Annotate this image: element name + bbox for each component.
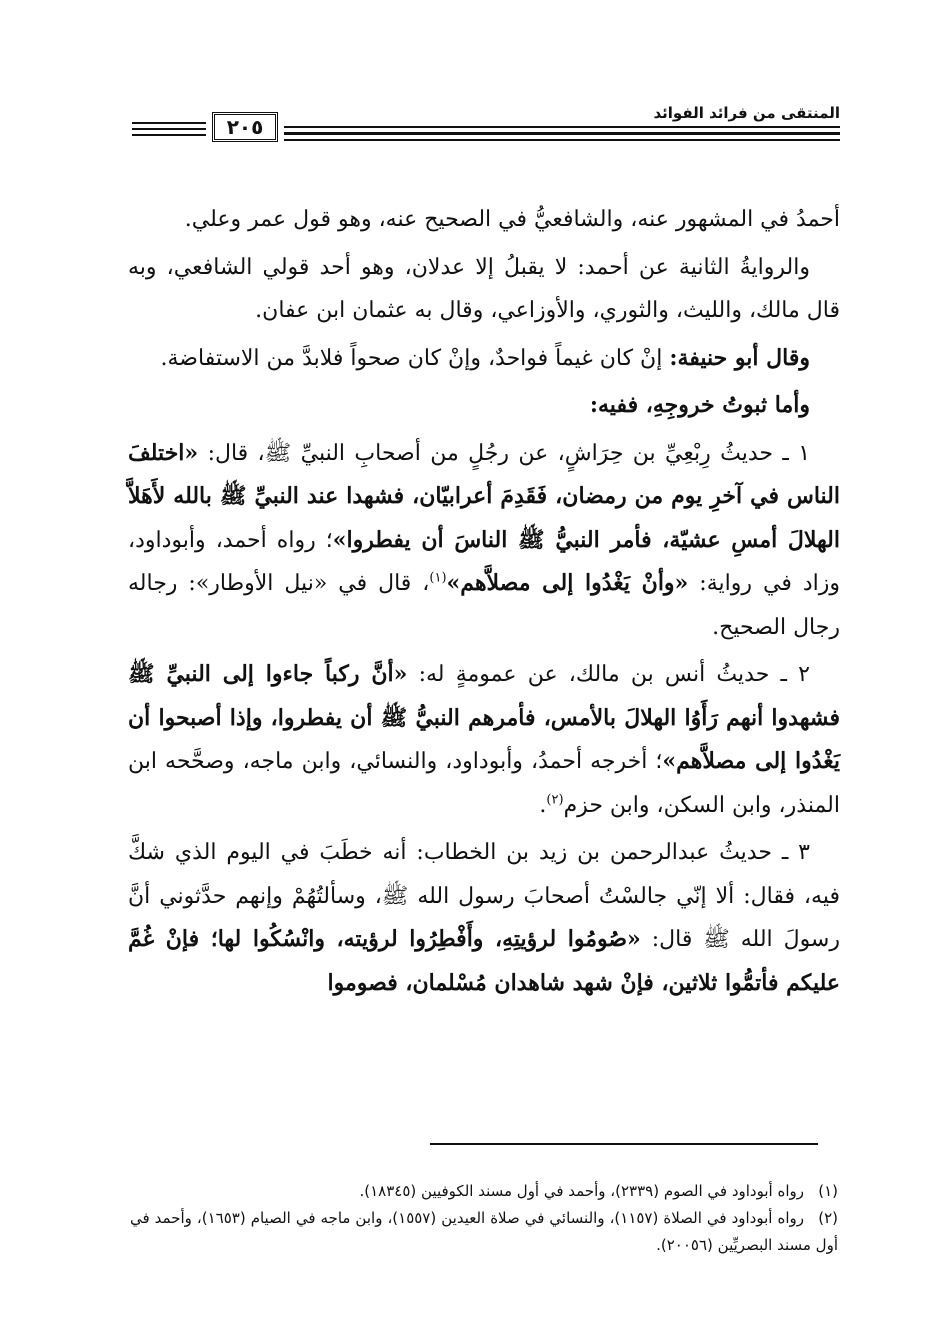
hadith-2 [128, 653, 840, 827]
hadith-1-intro: ١ ـ حديثُ رِبْعِيِّ بن حِرَاشٍ، عن رجُلٍ من أصحابِ النبيِّ ﷺ، قال: [207, 440, 811, 466]
page-number-box [212, 112, 278, 142]
hadith-3 [128, 831, 840, 1005]
footnote-2-text: رواه أبوداود في الصلاة (١١٥٧)، والنسائي في صلاة العيدين (١٥٥٧)، وابن ماجه في الصيام (١٦٥٣)، وأحمد في أول مسند البصريِّين (٢٠٠٥٦). [130, 1209, 838, 1254]
hadith-1-quote-2: «وأنْ يَغْدُوا إلى مصلاَّهم» [446, 570, 689, 596]
header-title: المنتقى من فرائد الفوائد [653, 104, 840, 122]
paragraph-3 [128, 337, 840, 381]
hadith-3-intro: ٣ ـ حديثُ عبدالرحمن بن زيد بن الخطاب: أنه خطَبَ في اليوم الذي شكَّ فيه، فقال: ألا إنّي جالسْتُ أصحابَ رسول الله ﷺ، وسألتُهُمْ وإنهم حدَّثوني أنَّ رسولَ الله ﷺ قال: [128, 840, 840, 952]
header-rule-left-1 [132, 122, 206, 124]
hadith-1 [128, 432, 840, 650]
header-rule-right-3 [284, 139, 840, 141]
hadith-2-intro: ٢ ـ حديثُ أنس بن مالك، عن عمومةٍ له: [407, 662, 810, 687]
hadith-3-quote: «صُومُوا لرؤيتِهِ، وأَفْطِرُوا لرؤيته، وانْسُكُوا لها؛ فإنْ غُمَّ عليكم فأتمُّوا ثلاثين، فإنْ شهد شاهدان مُسْلمان، فصوموا [128, 926, 840, 996]
paragraph-2: والروايةُ الثانية عن أحمد: لا يقبلُ إلا عدلان، وهو أحد قولي الشافعي، وبه قال مالك، والليث، والثوري، والأوزاعي، وقال به عثمان ابن عفان. [128, 254, 840, 323]
running-header [132, 100, 840, 148]
footnote-separator [430, 1143, 818, 1145]
section-heading: وأما ثبوتُ خروجِهِ، ففيه: [589, 392, 810, 418]
footnote-1-number: (١) [818, 1182, 838, 1200]
header-rule-left-2 [132, 128, 206, 130]
footnote-1 [130, 1178, 838, 1205]
hadith-1-mid: ؛ رواه أحمد، وأبوداود، وزاد في رواية: [128, 527, 840, 596]
footnote-2-number: (٢) [818, 1209, 838, 1227]
page-number: ٢٠٥ [226, 115, 264, 139]
main-text [128, 198, 840, 1009]
footnote-ref-2[interactable]: (٢) [546, 792, 564, 808]
abu-hanifa-text: إنْ كان غيماً فواحدٌ، وإنْ كان صحواً فلابدَّ من الاستفاضة. [160, 345, 670, 371]
abu-hanifa-label: وقال أبو حنيفة: [669, 344, 810, 371]
header-rule-right-2 [284, 132, 840, 135]
paragraph-4 [128, 384, 840, 428]
footnote-ref-1[interactable]: (١) [429, 570, 447, 586]
header-rule-right-1 [284, 126, 840, 128]
footnotes [130, 1178, 838, 1259]
hadith-2-end: ؛ أخرجه أحمدُ، وأبوداود، والنسائي، وابن ماجه، وصحَّحه ابن المنذر، وابن السكن، وابن حزم [128, 749, 840, 818]
hadith-2-quote: «أنَّ ركباً جاءوا إلى النبيِّ ﷺ فشهدوا أنهم رَأَوُا الهلالَ بالأمس، فأمرهم النبيُّ ﷺ أن يفطروا، وإذا أصبحوا أن يَغْدُوا إلى مصلاَّهم» [128, 661, 840, 774]
header-rule-left-3 [132, 134, 206, 136]
hadith-2-dot: . [539, 792, 547, 818]
hadith-1-quote: «اختلفَ الناس في آخرِ يوم من رمضان، فَقَدِمَ أعرابيّان، فشهدا عند النبيِّ ﷺ بالله لأَهَلاَّ الهلالَ أمسِ عشيّة، فأمر النبيُّ ﷺ الناسَ أن يفطروا» [128, 439, 841, 553]
hadith-1-end: ، قال في «نيل الأوطار»: رجاله رجال الصحيح. [128, 571, 840, 640]
footnote-2 [130, 1205, 838, 1259]
paragraph-1: أحمدُ في المشهور عنه، والشافعيُّ في الصحيح عنه، وهو قول عمر وعلي. [184, 207, 840, 232]
footnote-1-text: رواه أبوداود في الصوم (٢٣٣٩)، وأحمد في أول مسند الكوفيين (١٨٣٤٥). [359, 1182, 804, 1200]
